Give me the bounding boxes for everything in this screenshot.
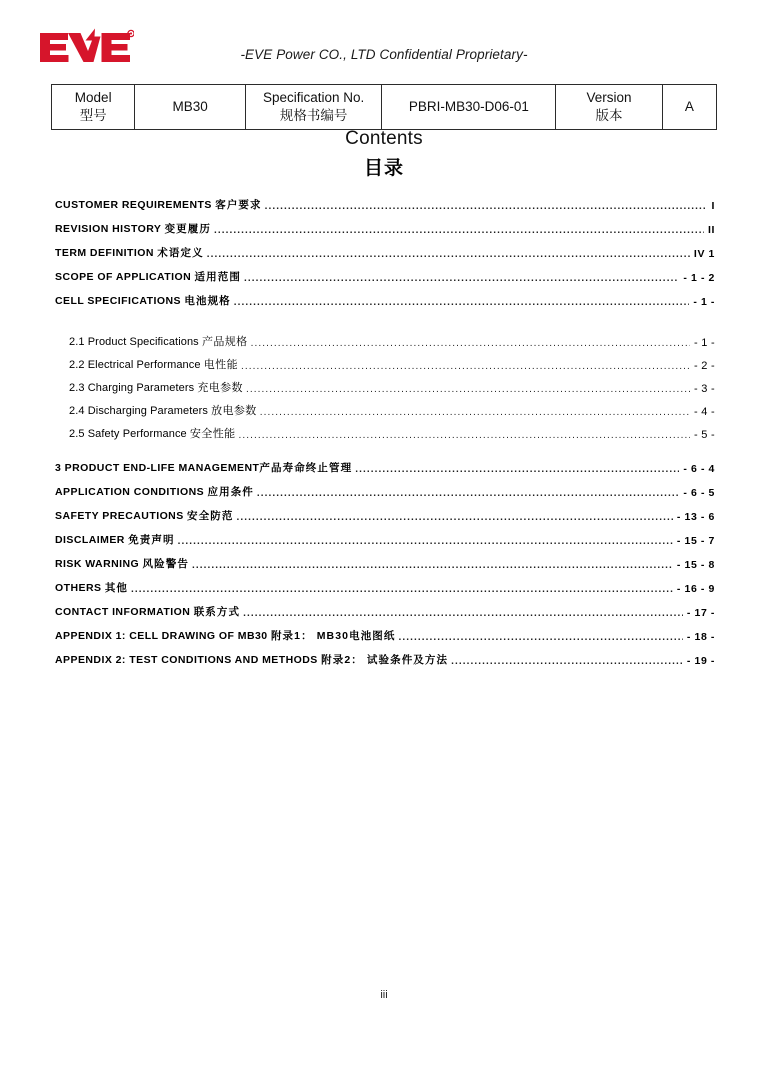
toc-entry-label [55,484,257,499]
toc-entry-label [55,628,399,643]
contents-title-cn: 目录 [363,158,404,179]
toc-dot-leader [178,537,673,548]
toc-entry[interactable] [55,284,715,308]
model-label-en: Model [74,90,112,106]
spec-label-en: Specification No. [263,90,365,106]
table-row [52,85,717,130]
toc-entry-label-en: CUSTOMER REQUIREMENTS [55,199,216,211]
spec-label-cell [245,85,382,130]
toc-entry[interactable] [55,372,715,395]
toc-entry-label [55,221,214,236]
toc-dot-leader [257,489,679,500]
toc-entry-label [55,556,192,571]
version-value-cell: A [662,85,716,130]
model-value-cell: MB30 [135,85,245,130]
page-header [0,0,768,78]
toc-dot-leader [239,430,690,441]
toc-entry-label [69,425,239,441]
toc-dot-leader [265,202,708,213]
toc-entry-page: - 13 - 6 [676,511,715,523]
toc-entry-page: - 15 - 7 [676,535,715,547]
toc-entry[interactable] [55,236,715,260]
toc-entry-label [55,508,236,523]
toc-entry-label-cn: 附录1： MB30电池图纸 [270,630,396,642]
toc-entry-label [55,604,243,619]
document-info-table [51,84,717,130]
toc-entry-label-en: 2.2 Electrical Performance [69,359,204,371]
toc-dot-leader [244,274,679,285]
toc-entry-label-cn: 风险警告 [142,558,189,570]
toc-entry[interactable] [55,451,715,475]
toc-entry[interactable] [55,260,715,284]
contents-title-en: Contents [345,128,423,149]
toc-entry-label-en: TERM DEFINITION [55,247,158,259]
toc-entry-page: - 6 - 5 [683,487,715,499]
toc-entry-page: II [707,224,715,236]
toc-entry-label [69,402,260,418]
toc-entry-page: - 19 - [686,655,715,667]
toc-dot-leader [260,407,690,418]
toc-entry[interactable] [55,475,715,499]
toc-dot-leader [214,226,704,237]
toc-entry-page: - 3 - [693,383,715,395]
toc-entry-label-en: SCOPE OF APPLICATION [55,271,195,283]
spec-label-cn: 规格书编号 [279,108,348,123]
toc-entry-label-en: 2.3 Charging Parameters [69,382,198,394]
toc-entry-label-en: 3 PRODUCT END-LIFE MANAGEMENT [55,462,260,474]
toc-entry-label-en: 2.1 Product Specifications [69,336,202,348]
confidential-notice: -EVE Power CO., LTD Confidential Proprietary- [240,47,528,62]
toc-entry[interactable] [55,418,715,441]
toc-entry-label [55,293,234,308]
toc-entry-label [55,269,244,284]
toc-dot-leader [399,633,683,644]
table-of-contents [55,188,715,667]
toc-entry-label-cn: 放电参数 [211,405,257,417]
toc-entry[interactable] [55,326,715,349]
toc-entry-label [55,197,265,212]
toc-entry-label [55,580,131,595]
footer-page-number: iii [380,989,388,1001]
toc-entry-label-en: REVISION HISTORY [55,223,165,235]
toc-dot-leader [234,298,690,309]
toc-dot-leader [251,338,690,349]
toc-entry-label-cn: 安全性能 [189,428,236,440]
toc-entry-label-en: 2.4 Discharging Parameters [69,405,212,417]
toc-entry-label-cn: 客户要求 [215,199,262,211]
toc-entry-page: - 5 - [693,429,715,441]
toc-entry-page: - 1 - [693,296,715,308]
version-label-en: Version [586,90,632,106]
toc-entry[interactable] [55,523,715,547]
toc-dot-leader [355,465,679,476]
toc-entry-label-cn: 应用条件 [207,486,254,498]
toc-entry[interactable] [55,212,715,236]
version-label-cn: 版本 [595,108,623,123]
toc-dot-leader [241,361,690,372]
toc-entry-page: - 16 - 9 [676,583,715,595]
toc-entry-label-cn: 产品寿命终止管理 [259,462,353,474]
toc-entry-label-en: APPENDIX 1: CELL DRAWING OF MB30 [55,630,271,642]
toc-entry-page: I [711,200,715,212]
model-label-cell [52,85,135,130]
toc-entry[interactable] [55,547,715,571]
toc-entry-label-cn: 免责声明 [128,534,175,546]
model-label-cn: 型号 [79,108,107,123]
toc-entry[interactable] [55,188,715,212]
version-label-cell [556,85,662,130]
toc-entry-label-cn: 联系方式 [193,606,241,618]
toc-entry-page: - 17 - [686,607,715,619]
toc-entry-page: - 18 - [686,631,715,643]
toc-entry[interactable] [55,571,715,595]
toc-entry[interactable] [55,349,715,372]
toc-entry[interactable] [55,595,715,619]
toc-entry-label-en: CONTACT INFORMATION [55,606,194,618]
toc-entry-label-cn: 术语定义 [157,247,204,259]
toc-entry-page: - 4 - [693,406,715,418]
toc-entry-label-cn: 适用范围 [194,271,241,283]
toc-entry-label [55,460,355,475]
toc-dot-leader [131,585,673,596]
toc-entry-label-cn: 产品规格 [201,336,248,348]
toc-entry-label [55,245,207,260]
toc-entry-page: - 1 - 2 [683,272,715,284]
toc-dot-leader [236,513,672,524]
toc-entry[interactable] [55,643,715,667]
toc-entry-label-cn: 变更履历 [164,223,211,235]
toc-dot-leader [192,561,673,572]
toc-entry[interactable] [55,499,715,523]
toc-entry-page: - 15 - 8 [676,559,715,571]
toc-entry-label-cn: 其他 [104,582,129,594]
toc-entry[interactable] [55,395,715,418]
toc-entry-label-en: SAFETY PRECAUTIONS [55,510,188,522]
toc-entry-label-cn: 安全防范 [187,510,234,522]
toc-entry-label-cn: 电性能 [203,359,238,371]
toc-entry[interactable] [55,619,715,643]
toc-entry-label-en: RISK WARNING [55,558,143,570]
toc-entry-label [69,356,241,372]
toc-entry-label-cn: 电池规格 [184,295,231,307]
toc-dot-leader [207,250,690,261]
toc-entry-page: - 2 - [693,360,715,372]
toc-entry-label-en: 2.5 Safety Performance [69,428,190,440]
toc-entry-page: - 1 - [693,337,715,349]
toc-entry-label-cn: 附录2： 试验条件及方法 [321,654,449,666]
toc-dot-leader [451,657,683,668]
toc-entry-label-cn: 充电参数 [197,382,243,394]
toc-entry-page: IV 1 [693,248,715,260]
toc-entry-label-en: DISCLAIMER [55,534,129,546]
toc-entry-label-en: CELL SPECIFICATIONS [55,295,185,307]
toc-dot-leader [243,609,683,620]
toc-entry-label [69,333,251,349]
spec-value-cell: PBRI-MB30-D06-01 [382,85,556,130]
toc-entry-label [69,379,246,395]
toc-entry-page: - 6 - 4 [683,463,715,475]
toc-entry-label-en: APPENDIX 2: TEST CONDITIONS AND METHODS [55,654,322,666]
toc-entry-label-en: APPLICATION CONDITIONS [55,486,208,498]
toc-dot-leader [246,384,690,395]
toc-entry-label [55,532,178,547]
toc-entry-label [55,652,451,667]
toc-entry-label-en: OTHERS [55,582,105,594]
